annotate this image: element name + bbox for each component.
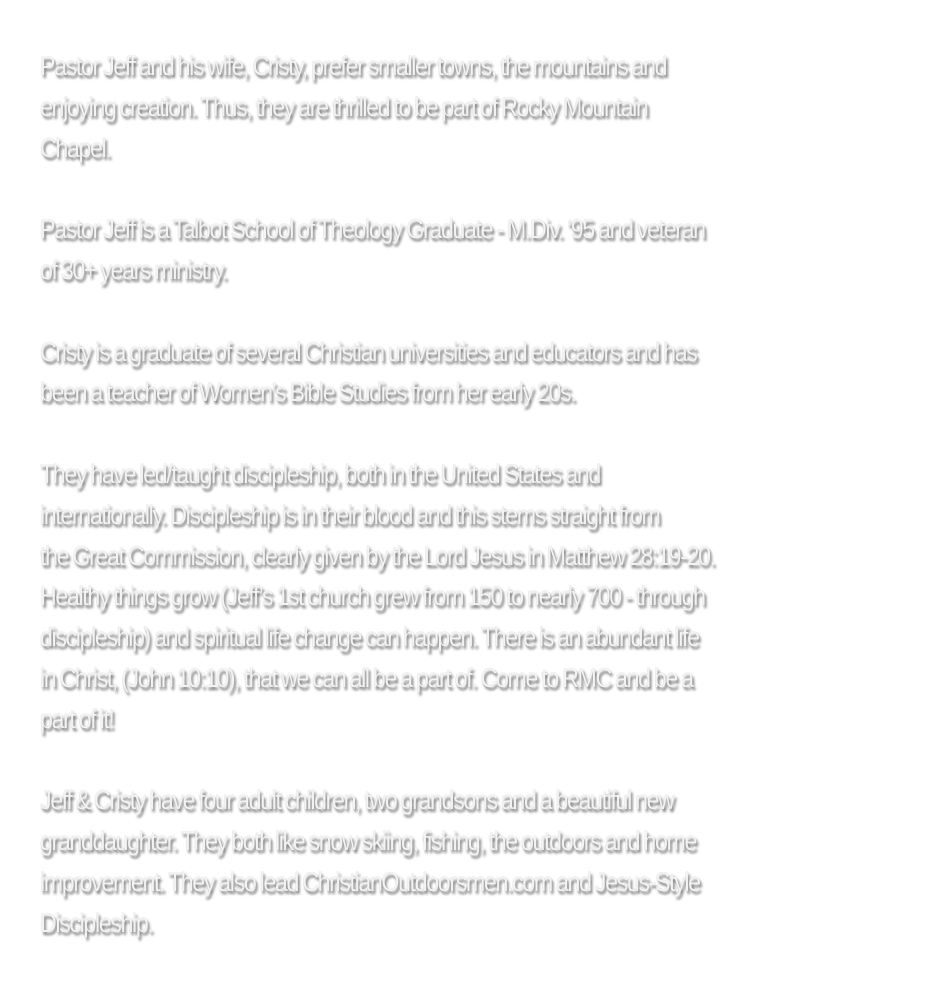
bio-line: internationally. Discipleship is in their blood and this stems straight from: [40, 499, 660, 530]
bio-line: the Great Commission, clearly given by the Lord Jesus in Matthew 28:19-20.: [40, 540, 715, 571]
bio-line: Discipleship.: [40, 907, 153, 938]
bio-line: discipleship) and spiritual life change can happen. There is an abundant life: [40, 622, 699, 653]
bio-line: in Christ, (John 10:10), that we can all be a part of. Come to RMC and be a: [40, 662, 693, 693]
bio-paragraph-family: [40, 780, 788, 943]
bio-text: [40, 46, 788, 984]
bio-line: enjoying creation. Thus, they are thrilled to be part of Rocky Mountain: [40, 91, 648, 122]
bio-line: granddaughter. They both like snow skiing, fishing, the outdoors and home: [40, 826, 696, 857]
bio-paragraph-education: [40, 209, 788, 291]
bio-line: improvement. They also lead ChristianOutdoorsmen.com and Jesus-Style: [40, 866, 700, 897]
bio-line: They have led/taught discipleship, both in the United States and: [40, 458, 600, 489]
bio-line: part of it!: [40, 703, 114, 734]
bio-line: Cristy is a graduate of several Christian universities and educators and has: [40, 336, 697, 367]
bio-paragraph-discipleship: [40, 454, 788, 740]
bio-paragraph-towns: [40, 46, 788, 168]
bio-line: Healthy things grow (Jeff’s 1st church grew from 150 to nearly 700 - through: [40, 581, 705, 612]
bio-line: Pastor Jeff is a Talbot School of Theology Graduate - M.Div. ‘95 and veteran: [40, 214, 705, 245]
bio-line: Jeff & Cristy have four adult children, two grandsons and a beautiful new: [40, 785, 674, 816]
bio-line: Chapel.: [40, 132, 111, 163]
bio-line: of 30+ years ministry.: [40, 254, 227, 285]
bio-paragraph-cristy: [40, 332, 788, 414]
bio-line: been a teacher of Women’s Bible Studies from her early 20s.: [40, 377, 576, 408]
bio-line: Pastor Jeff and his wife, Cristy, prefer smaller towns, the mountains and: [40, 51, 667, 81]
